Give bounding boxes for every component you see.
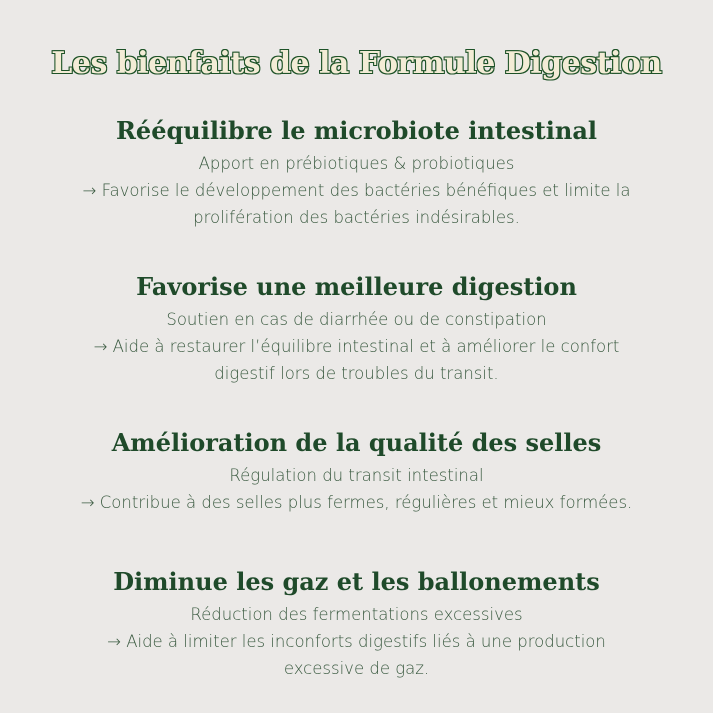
benefit-subtitle: Apport en prébiotiques & probiotiques: [198, 154, 515, 173]
benefit-title: Rééquilibre le microbiote intestinal: [115, 116, 597, 145]
benefit-detail: → Favorise le développement des bactéries bénéfiques et limite la prolifération des bactéries indésirables.: [82, 181, 631, 227]
benefit-detail: → Aide à restaurer l’équilibre intestinal et à améliorer le confort digestif lors de troubles du transit.: [93, 337, 620, 383]
benefit-section-gaz: [40, 567, 673, 682]
benefit-section-microbiote: [40, 116, 673, 231]
benefit-subtitle: Soutien en cas de diarrhée ou de constipation: [166, 310, 547, 329]
benefit-subtitle: Réduction des fermentations excessives: [190, 605, 523, 624]
benefit-detail: → Contribue à des selles plus fermes, régulières et mieux formées.: [80, 493, 633, 512]
benefit-section-digestion: [40, 272, 673, 387]
benefit-section-selles: [40, 428, 673, 516]
benefit-title: Diminue les gaz et les ballonements: [113, 567, 600, 596]
benefit-subtitle: Régulation du transit intestinal: [229, 466, 484, 485]
benefit-detail: → Aide à limiter les inconforts digestifs liés à une production excessive de gaz.: [107, 632, 606, 678]
page-title: Les bienfaits de la Formule Digestion: [51, 46, 662, 82]
benefit-title: Favorise une meilleure digestion: [136, 272, 577, 301]
benefit-title: Amélioration de la qualité des selles: [111, 428, 602, 457]
